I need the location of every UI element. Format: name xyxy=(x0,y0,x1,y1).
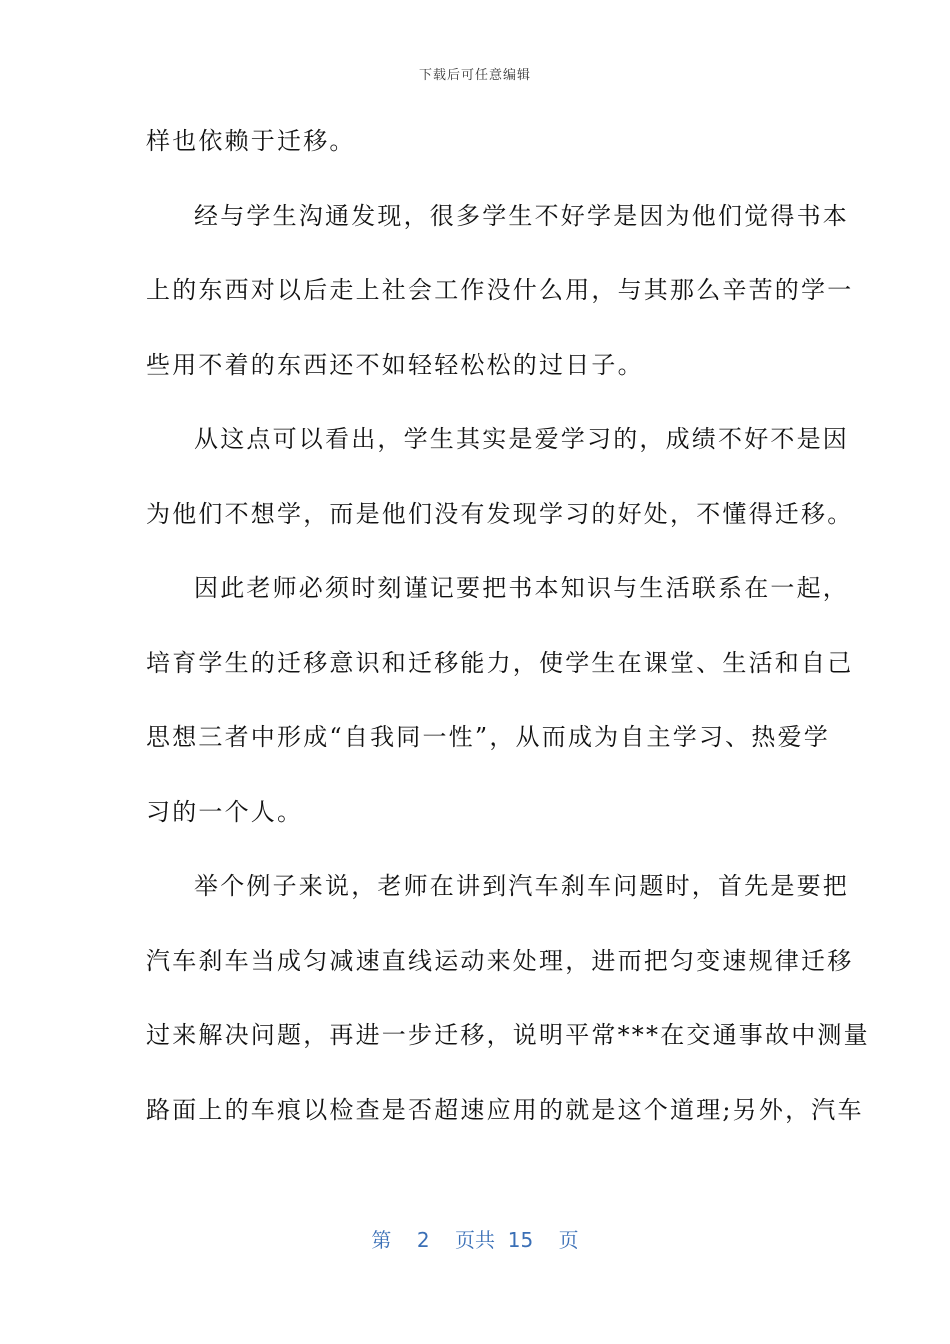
page-footer xyxy=(0,1224,950,1253)
paragraph-line: 从这点可以看出，学生其实是爱学习的，成绩不好不是因 xyxy=(194,425,849,453)
paragraph-line: 因此老师必须时刻谨记要把书本知识与生活联系在一起， xyxy=(194,574,849,602)
paragraph-line: 举个例子来说，老师在讲到汽车刹车问题时，首先是要把 xyxy=(194,872,849,900)
paragraph-line: 思想三者中形成“自我同一性”，从而成为自主学习、热爱学 xyxy=(146,723,830,751)
page-header: 下载后可任意编辑 xyxy=(418,68,531,83)
paragraph-line: 为他们不想学，而是他们没有发现学习的好处，不懂得迁移。 xyxy=(146,499,854,528)
paragraph-line: 过来解决问题，再进一步迁移，说明平常***在交通事故中测量 xyxy=(146,1021,870,1049)
paragraph-line: 路面上的车痕以检查是否超速应用的就是这个道理;另外，汽车 xyxy=(146,1095,864,1124)
document-body xyxy=(146,121,870,1164)
paragraph-line: 经与学生沟通发现，很多学生不好学是因为他们觉得书本 xyxy=(194,201,849,230)
paragraph-line: 汽车刹车当成匀减速直线运动来处理，进而把匀变速规律迁移 xyxy=(146,946,854,975)
paragraph-line: 样也依赖于迁移。 xyxy=(146,127,356,155)
paragraph-line: 习的一个人。 xyxy=(146,797,304,826)
paragraph-line: 培育学生的迁移意识和迁移能力，使学生在课堂、生活和自己 xyxy=(146,648,854,677)
paragraph-line: 上的东西对以后走上社会工作没什么用，与其那么辛苦的学一 xyxy=(146,276,854,304)
footer-label-end: 页 xyxy=(558,1228,579,1252)
current-page-number: 2 xyxy=(416,1228,430,1252)
total-pages-number: 15 xyxy=(507,1228,534,1252)
footer-label-page: 第 xyxy=(371,1228,392,1252)
paragraph-line: 些用不着的东西还不如轻轻松松的过日子。 xyxy=(146,350,644,379)
footer-label-total: 页共 xyxy=(455,1228,495,1252)
